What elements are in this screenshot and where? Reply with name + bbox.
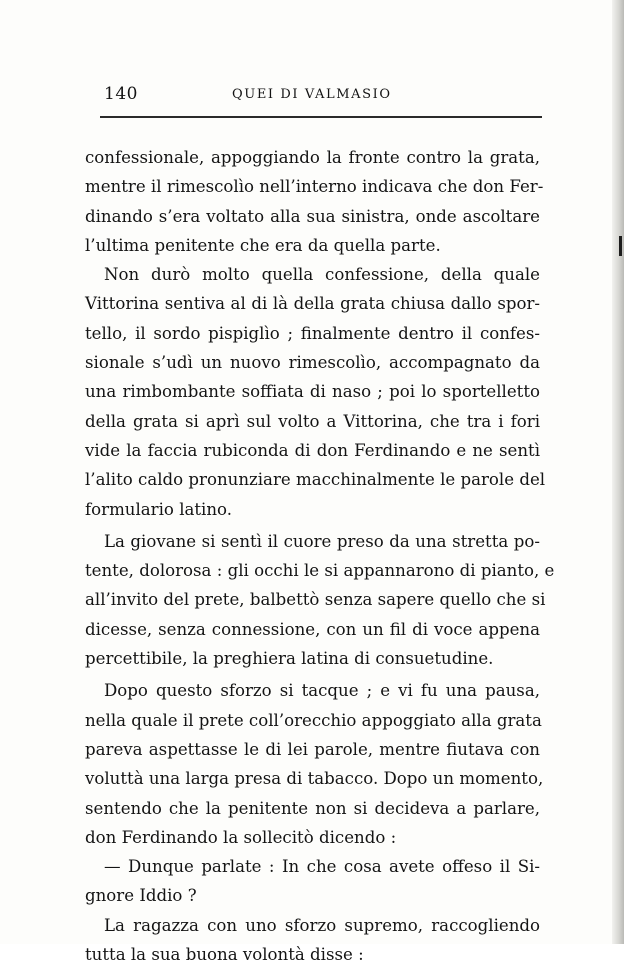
text-line: don Ferdinando la sollecitò dicendo : <box>85 827 397 847</box>
page-edge <box>612 0 624 944</box>
text-line: Vittorina sentiva al di là della grata chiusa dallo spor- <box>85 294 540 314</box>
header-rule <box>100 116 542 118</box>
text-line: sentendo che la penitente non si decideva a parlare, <box>85 798 540 818</box>
paragraph-first-line: La giovane si sentì il cuore preso da una stretta po- <box>104 531 540 551</box>
page-header <box>104 84 538 110</box>
running-title: QUEI DI VALMASIO <box>232 87 392 102</box>
text-line: vide la faccia rubiconda di don Ferdinando e ne sentì <box>85 440 540 460</box>
paragraph-first-line: Non durò molto quella confessione, della quale <box>104 265 540 285</box>
page-number: 140 <box>104 84 138 104</box>
body-text <box>85 143 555 969</box>
text-line: nella quale il prete coll’orecchio appoggiato alla grata <box>85 710 542 730</box>
text-line: dinando s’era voltato alla sua sinistra, onde ascoltare <box>85 206 540 226</box>
text-line: percettibile, la preghiera latina di consuetudine. <box>85 649 494 669</box>
text-line: sionale s’udì un nuovo rimescolìo, accompagnato da <box>85 353 540 373</box>
paragraph-first-line: Dopo questo sforzo si tacque ; e vi fu una pausa, <box>104 681 540 701</box>
page-edge-mark <box>619 236 622 256</box>
text-line: voluttà una larga presa di tabacco. Dopo un momento, <box>85 769 544 789</box>
text-line: tello, il sordo pispiglìo ; finalmente dentro il confes- <box>85 323 540 343</box>
text-line: dicesse, senza connessione, con un fil di voce appena <box>85 619 540 639</box>
text-line: confessionale, appoggiando la fronte contro la grata, <box>85 148 540 167</box>
text-line: tente, dolorosa : gli occhi le si appannarono di pianto, e <box>85 561 555 581</box>
text-line: l’alito caldo pronunziare macchinalmente le parole del <box>85 470 546 490</box>
text-line: formulario latino. <box>85 499 233 519</box>
text-line: pareva aspettasse le di lei parole, mentre fiutava con <box>85 739 540 759</box>
text-line: gnore Iddio ? <box>85 886 197 906</box>
text-line: della grata si aprì sul volto a Vittorina, che tra i fori <box>85 411 540 431</box>
text-line: all’invito del prete, balbettò senza sapere quello che si <box>85 590 546 610</box>
text-line: l’ultima penitente che era da quella parte. <box>85 235 441 255</box>
text-line: mentre il rimescolìo nell’interno indicava che don Fer- <box>85 177 544 197</box>
paragraph-first-line: La ragazza con uno sforzo supremo, raccogliendo <box>104 915 540 935</box>
text-line: una rimbombante soffiata di naso ; poi lo sportelletto <box>85 382 540 402</box>
text-line: tutta la sua buona volontà disse : <box>85 945 364 965</box>
dialogue-line: — Dunque parlate : In che cosa avete offeso il Si- <box>104 857 540 877</box>
